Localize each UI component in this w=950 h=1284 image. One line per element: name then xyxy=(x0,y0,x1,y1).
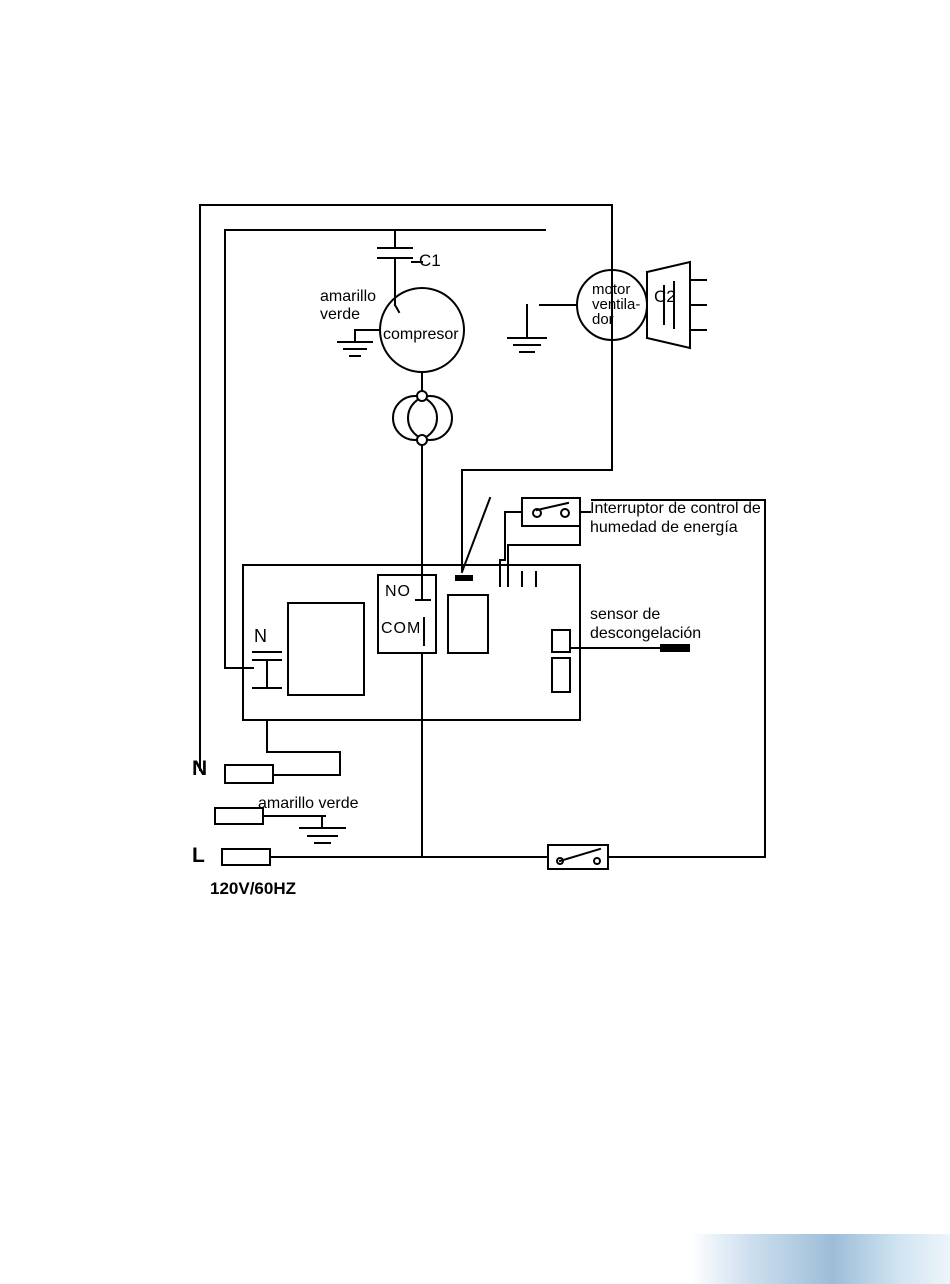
label-board-neutral: N xyxy=(254,626,267,646)
diagonal-lead-1 xyxy=(462,498,490,572)
humidity-switch-body xyxy=(522,498,580,526)
label-no-terminal: NO xyxy=(385,583,411,600)
control-board-transformer xyxy=(288,603,364,695)
label-defrost-sensor-line2: descongelación xyxy=(590,625,702,642)
label-fan-motor-line2: ventila- xyxy=(592,296,641,313)
label-supply-rating: 120V/60HZ xyxy=(210,879,296,898)
control-board-box xyxy=(243,565,580,720)
label-ground-top-line1: amarillo xyxy=(320,288,377,305)
humidity-switch-lead-left2 xyxy=(500,512,505,572)
live-riser-right xyxy=(592,500,765,857)
board-pin-1 xyxy=(455,575,473,581)
n-plug-terminal xyxy=(225,765,273,783)
label-plug-neutral: N xyxy=(192,757,208,780)
label-ground-bottom: amarillo verde xyxy=(258,795,359,812)
defrost-sensor-terminal xyxy=(660,644,690,652)
control-board-component xyxy=(448,595,488,653)
label-defrost-sensor-line1: sensor de xyxy=(590,606,661,623)
l-plug-terminal xyxy=(222,849,270,865)
ground-plug-terminal xyxy=(215,808,263,824)
label-compressor: compresor xyxy=(383,326,459,343)
label-humidity-switch-line1: Interruptor de control de xyxy=(590,500,761,517)
defrost-sensor-body-top xyxy=(552,630,570,652)
overload-relay-node-bottom xyxy=(417,435,427,445)
label-ground-top-line2: verde xyxy=(320,306,361,323)
defrost-sensor-body-bottom xyxy=(552,658,570,692)
label-com-terminal: COM xyxy=(381,620,422,637)
overload-relay-node-top xyxy=(417,391,427,401)
label-fan-motor-line1: motor xyxy=(592,281,631,298)
compressor-wire-c1b xyxy=(395,305,399,312)
humidity-switch-contact-right xyxy=(561,509,569,517)
footer-accent-bar xyxy=(690,1234,950,1284)
float-switch-contact-right xyxy=(594,858,600,864)
label-fan-motor-line3: dor xyxy=(592,311,614,328)
label-humidity-switch-line2: humedad de energía xyxy=(590,519,738,536)
label-c1: C1 xyxy=(419,251,441,270)
label-plug-live: L xyxy=(192,844,205,867)
label-c2: C2 xyxy=(654,287,676,306)
